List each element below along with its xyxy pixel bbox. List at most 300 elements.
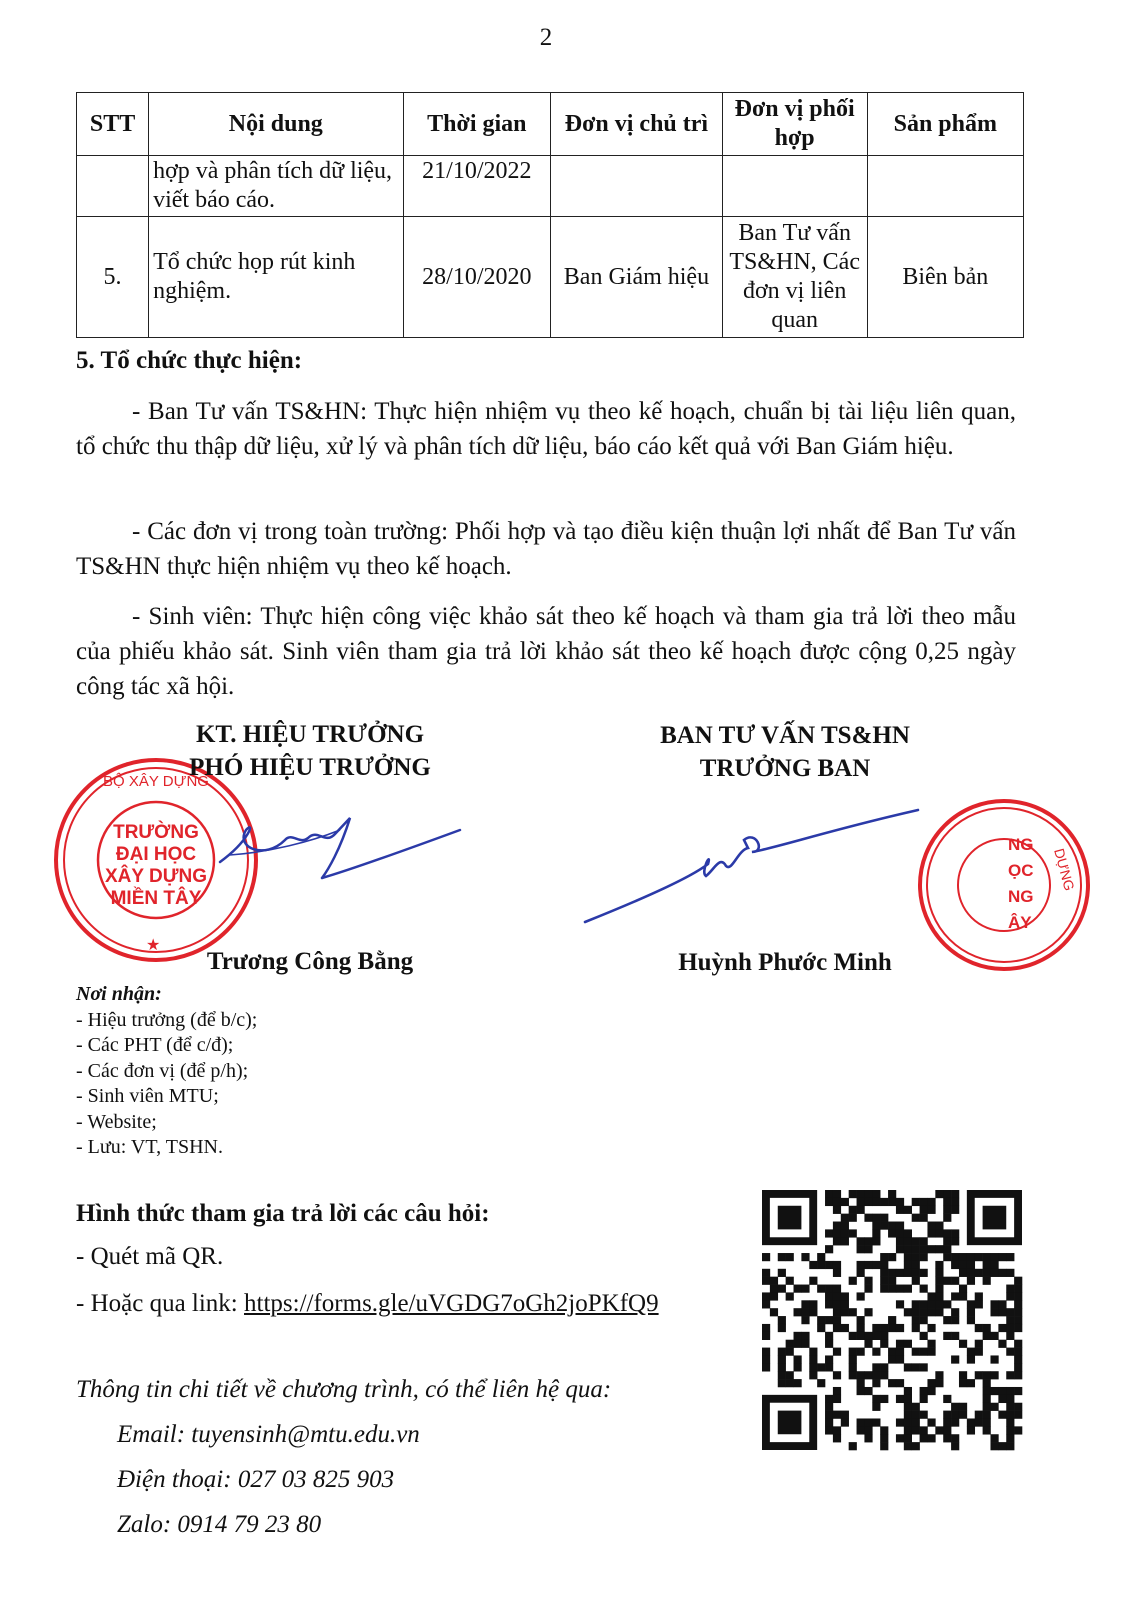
qr-module: [1006, 1442, 1014, 1450]
qr-module: [920, 1300, 928, 1308]
qr-module: [896, 1285, 904, 1293]
qr-module: [864, 1308, 872, 1316]
qr-module: [888, 1324, 896, 1332]
qr-module: [762, 1269, 770, 1277]
qr-module: [983, 1411, 991, 1419]
qr-module: [872, 1198, 880, 1206]
qr-module: [927, 1308, 935, 1316]
qr-module: [920, 1285, 928, 1293]
recipient-item: - Các PHT (để c/đ);: [76, 1034, 234, 1056]
qr-module: [849, 1348, 857, 1356]
qr-module: [904, 1308, 912, 1316]
qr-module: [990, 1261, 998, 1269]
left-signer-name: Trương Công Bằng: [206, 948, 414, 975]
qr-module: [849, 1308, 857, 1316]
qr-module: [825, 1418, 833, 1426]
qr-module: [833, 1371, 841, 1379]
qr-module: [888, 1269, 896, 1277]
qr-module: [975, 1300, 983, 1308]
qr-module: [935, 1245, 943, 1253]
recipient-item: - Lưu: VT, TSHN.: [76, 1136, 223, 1158]
qr-module: [904, 1403, 912, 1411]
recipient-item: - Các đơn vị (để p/h);: [76, 1059, 249, 1082]
qr-module: [762, 1363, 770, 1371]
cell-coop-unit: Ban Tư vấn TS&HN, Các đơn vị liên quan: [722, 217, 867, 338]
cell-content: Tổ chức họp rút kinh nghiệm.: [149, 217, 403, 338]
qr-module: [983, 1418, 991, 1426]
qr-module: [864, 1371, 872, 1379]
qr-module: [864, 1198, 872, 1206]
qr-module: [927, 1434, 935, 1442]
qr-module: [770, 1285, 778, 1293]
qr-module: [975, 1418, 983, 1426]
qr-module: [872, 1403, 880, 1411]
qr-module: [872, 1261, 880, 1269]
qr-module: [786, 1253, 794, 1261]
recipients-title: Nơi nhận:: [76, 983, 162, 1005]
qr-module: [951, 1292, 959, 1300]
qr-module: [778, 1253, 786, 1261]
qr-module: [857, 1426, 865, 1434]
qr-module: [841, 1308, 849, 1316]
qr-module: [912, 1214, 920, 1222]
qr-module: [880, 1363, 888, 1371]
qr-module: [998, 1411, 1006, 1419]
qr-module: [1014, 1292, 1022, 1300]
right-signature-line2: TRƯỞNG BAN: [699, 755, 871, 782]
qr-module: [920, 1245, 928, 1253]
qr-module: [825, 1261, 833, 1269]
qr-module: [833, 1426, 841, 1434]
qr-module: [864, 1190, 872, 1198]
qr-module: [998, 1340, 1006, 1348]
cell-content: hợp và phân tích dữ liệu, viết báo cáo.: [149, 156, 403, 217]
qr-module: [951, 1277, 959, 1285]
qr-module: [967, 1348, 975, 1356]
qr-module: [880, 1222, 888, 1230]
qr-module: [1006, 1253, 1014, 1261]
qr-module: [896, 1300, 904, 1308]
qr-module: [1014, 1426, 1022, 1434]
qr-module: [983, 1261, 991, 1269]
paragraph-units: - Các đơn vị trong toàn trường: Phối hợp và tạo điều kiện thuận lợi nhất để Ban Tư vấn TS&HN thực hiện nhiệm vụ theo kế hoạch.: [76, 518, 1016, 580]
qr-module: [920, 1332, 928, 1340]
qr-module: [825, 1363, 833, 1371]
qr-module: [912, 1269, 920, 1277]
qr-module: [833, 1308, 841, 1316]
qr-module: [880, 1395, 888, 1403]
qr-module: [762, 1348, 770, 1356]
qr-module: [912, 1403, 920, 1411]
qr-module: [817, 1261, 825, 1269]
qr-module: [967, 1300, 975, 1308]
section-title: 5. Tổ chức thực hiện:: [76, 347, 303, 374]
qr-module: [951, 1206, 959, 1214]
stamp-ring-text: BỘ XÂY DỰNG: [103, 773, 209, 790]
qr-module: [841, 1229, 849, 1237]
qr-module: [857, 1292, 865, 1300]
qr-module: [904, 1229, 912, 1237]
qr-module: [880, 1434, 888, 1442]
contact-intro: Thông tin chi tiết về chương trình, có thể liên hệ qua:: [76, 1376, 612, 1403]
stamp-fragment: NG: [1008, 887, 1034, 906]
qr-module: [833, 1348, 841, 1356]
qr-module: [880, 1269, 888, 1277]
qr-module: [912, 1348, 920, 1356]
qr-module: [833, 1434, 841, 1442]
qr-module: [849, 1442, 857, 1450]
qr-module: [967, 1261, 975, 1269]
qr-module: [990, 1442, 998, 1450]
qr-module: [1006, 1418, 1014, 1426]
qr-module: [935, 1190, 943, 1198]
header-product: Sản phẩm: [867, 93, 1023, 156]
qr-module: [927, 1418, 935, 1426]
qr-module: [825, 1316, 833, 1324]
qr-module: [833, 1190, 841, 1198]
qr-module: [864, 1285, 872, 1293]
qr-module: [912, 1426, 920, 1434]
qr-module: [896, 1324, 904, 1332]
qr-module: [864, 1245, 872, 1253]
qr-module: [927, 1206, 935, 1214]
qr-module: [896, 1198, 904, 1206]
qr-module: [825, 1411, 833, 1419]
qr-module: [990, 1269, 998, 1277]
qr-module: [770, 1308, 778, 1316]
qr-module: [841, 1324, 849, 1332]
qr-module: [1006, 1387, 1014, 1395]
qr-module: [1014, 1371, 1022, 1379]
qr-module: [888, 1190, 896, 1198]
qr-module: [872, 1379, 880, 1387]
qr-module: [951, 1434, 959, 1442]
qr-module: [990, 1253, 998, 1261]
qr-module: [927, 1245, 935, 1253]
cell-time: 21/10/2022: [403, 156, 551, 217]
qr-module: [943, 1277, 951, 1285]
qr-module: [896, 1237, 904, 1245]
qr-module: [770, 1277, 778, 1285]
qr-module: [801, 1340, 809, 1348]
qr-module: [896, 1348, 904, 1356]
qr-module: [935, 1277, 943, 1285]
qr-module: [920, 1387, 928, 1395]
qr-module: [841, 1292, 849, 1300]
qr-module: [786, 1379, 794, 1387]
qr-module: [990, 1308, 998, 1316]
qr-module: [983, 1395, 991, 1403]
qr-module: [943, 1229, 951, 1237]
qr-module: [857, 1348, 865, 1356]
survey-link[interactable]: https://forms.gle/uVGDG7oGh2joPKfQ9: [244, 1290, 659, 1317]
qr-module: [998, 1300, 1006, 1308]
qr-module: [864, 1237, 872, 1245]
right-signature-line1: BAN TƯ VẤN TS&HN: [660, 722, 910, 749]
contact-zalo: Zalo: 0914 79 23 80: [117, 1511, 322, 1538]
qr-module: [817, 1253, 825, 1261]
qr-module: [880, 1371, 888, 1379]
qr-module: [896, 1418, 904, 1426]
qr-module: [762, 1332, 770, 1340]
qr-module: [849, 1371, 857, 1379]
table-row: [77, 156, 1024, 217]
qr-module: [857, 1237, 865, 1245]
qr-module: [912, 1198, 920, 1206]
qr-module: [833, 1292, 841, 1300]
qr-module: [833, 1269, 841, 1277]
paragraph-students: - Sinh viên: Thực hiện công việc khảo sát theo kế hoạch và tham gia trả lời theo mẫu của phiếu khảo sát. Sinh viên tham gia trả lời khảo sát theo kế hoạch được cộng 0,25 ngày công tác xã hội.: [76, 603, 1016, 700]
stamp-line-1: TRƯỜNG: [113, 822, 199, 843]
qr-module: [864, 1261, 872, 1269]
qr-module: [817, 1285, 825, 1293]
qr-module: [912, 1324, 920, 1332]
qr-module: [920, 1316, 928, 1324]
qr-module: [849, 1214, 857, 1222]
qr-module: [967, 1277, 975, 1285]
qr-module: [857, 1269, 865, 1277]
qr-module: [935, 1269, 943, 1277]
qr-module: [872, 1214, 880, 1222]
cell-stt: [77, 156, 149, 217]
qr-module: [841, 1300, 849, 1308]
cell-lead-unit: [551, 156, 723, 217]
qr-module: [825, 1245, 833, 1253]
qr-module: [904, 1363, 912, 1371]
qr-module: [1014, 1277, 1022, 1285]
qr-module: [786, 1292, 794, 1300]
qr-module: [833, 1222, 841, 1230]
qr-module: [998, 1387, 1006, 1395]
qr-module: [809, 1348, 817, 1356]
qr-module: [920, 1426, 928, 1434]
qr-module: [951, 1190, 959, 1198]
qr-module: [801, 1332, 809, 1340]
qr-module: [833, 1316, 841, 1324]
qr-module: [927, 1222, 935, 1230]
left-signature-line2: PHÓ HIỆU TRƯỞNG: [189, 754, 431, 781]
qr-module: [904, 1387, 912, 1395]
qr-module: [841, 1418, 849, 1426]
qr-module: [1014, 1300, 1022, 1308]
qr-module: [920, 1308, 928, 1316]
qr-module: [920, 1269, 928, 1277]
qr-module: [904, 1261, 912, 1269]
qr-module: [794, 1355, 802, 1363]
right-signer-name: Huỳnh Phước Minh: [678, 949, 892, 976]
qr-module: [880, 1340, 888, 1348]
qr-module: [943, 1316, 951, 1324]
qr-module: [959, 1379, 967, 1387]
plan-table: [76, 92, 1024, 338]
qr-module: [1014, 1340, 1022, 1348]
qr-module: [1006, 1285, 1014, 1293]
qr-module: [864, 1340, 872, 1348]
qr-module: [888, 1198, 896, 1206]
qr-module: [833, 1198, 841, 1206]
qr-module: [833, 1411, 841, 1419]
qr-module: [864, 1277, 872, 1285]
header-coop-unit: Đơn vị phối hợp: [722, 93, 867, 156]
qr-module: [927, 1300, 935, 1308]
qr-module: [825, 1355, 833, 1363]
qr-module: [975, 1253, 983, 1261]
qr-module: [904, 1269, 912, 1277]
qr-module: [983, 1379, 991, 1387]
qr-module: [896, 1269, 904, 1277]
qr-module: [943, 1395, 951, 1403]
qr-module: [809, 1371, 817, 1379]
qr-module: [1006, 1371, 1014, 1379]
qr-module: [1006, 1269, 1014, 1277]
qr-module: [927, 1324, 935, 1332]
qr-module: [967, 1426, 975, 1434]
cell-product: Biên bản: [867, 217, 1023, 338]
qr-module: [872, 1363, 880, 1371]
qr-module: [951, 1253, 959, 1261]
qr-module: [864, 1418, 872, 1426]
qr-module: [794, 1363, 802, 1371]
qr-module: [1006, 1324, 1014, 1332]
qr-module: [778, 1371, 786, 1379]
participation-title: Hình thức tham gia trả lời các câu hỏi:: [76, 1200, 490, 1227]
qr-module: [872, 1190, 880, 1198]
qr-module: [975, 1411, 983, 1419]
qr-module: [943, 1411, 951, 1419]
qr-module: [959, 1340, 967, 1348]
qr-module: [762, 1253, 770, 1261]
qr-module: [912, 1253, 920, 1261]
qr-module: [904, 1340, 912, 1348]
qr-module: [872, 1348, 880, 1356]
qr-module: [1006, 1332, 1014, 1340]
qr-module: [935, 1379, 943, 1387]
qr-module: [888, 1348, 896, 1356]
qr-module: [896, 1379, 904, 1387]
qr-module: [967, 1253, 975, 1261]
qr-module: [857, 1418, 865, 1426]
qr-module: [967, 1379, 975, 1387]
qr-module: [1006, 1434, 1014, 1442]
qr-module: [951, 1332, 959, 1340]
qr-module: [967, 1316, 975, 1324]
qr-module: [778, 1355, 786, 1363]
qr-module: [927, 1292, 935, 1300]
qr-module: [943, 1418, 951, 1426]
qr-module: [888, 1277, 896, 1285]
qr-module: [943, 1253, 951, 1261]
qr-module: [983, 1403, 991, 1411]
qr-module: [927, 1198, 935, 1206]
qr-module: [904, 1434, 912, 1442]
qr-module: [762, 1277, 770, 1285]
qr-module: [1006, 1395, 1014, 1403]
qr-module: [935, 1261, 943, 1269]
qr-module: [1014, 1348, 1022, 1356]
qr-module: [857, 1379, 865, 1387]
qr-module: [825, 1190, 833, 1198]
qr-module: [880, 1214, 888, 1222]
stamp-fragment: ÂY: [1008, 913, 1032, 932]
qr-module: [872, 1229, 880, 1237]
qr-module: [786, 1277, 794, 1285]
qr-module: [990, 1371, 998, 1379]
qr-module: [990, 1332, 998, 1340]
qr-module: [896, 1355, 904, 1363]
qr-module: [983, 1253, 991, 1261]
qr-module: [841, 1222, 849, 1230]
qr-module: [825, 1229, 833, 1237]
qr-module: [833, 1229, 841, 1237]
qr-module: [849, 1332, 857, 1340]
qr-module: [880, 1198, 888, 1206]
qr-module: [864, 1214, 872, 1222]
qr-module: [864, 1387, 872, 1395]
qr-module: [841, 1237, 849, 1245]
qr-module: [857, 1261, 865, 1269]
qr-module: [778, 1285, 786, 1293]
qr-module: [1006, 1348, 1014, 1356]
qr-module: [801, 1308, 809, 1316]
qr-module: [801, 1253, 809, 1261]
qr-module: [1014, 1316, 1022, 1324]
qr-module: [872, 1237, 880, 1245]
qr-module: [983, 1324, 991, 1332]
qr-module: [1014, 1324, 1022, 1332]
cell-product: [867, 156, 1023, 217]
qr-module: [849, 1355, 857, 1363]
stamp-fragment: DỰNG: [1051, 846, 1078, 893]
left-signature-mark: [210, 800, 470, 890]
qr-module: [880, 1277, 888, 1285]
qr-module: [778, 1363, 786, 1371]
qr-module: [990, 1387, 998, 1395]
qr-module: [817, 1324, 825, 1332]
qr-module: [801, 1300, 809, 1308]
qr-module: [857, 1316, 865, 1324]
qr-module: [951, 1316, 959, 1324]
link-prefix: - Hoặc qua link:: [76, 1290, 245, 1317]
qr-module: [935, 1292, 943, 1300]
qr-module: [912, 1245, 920, 1253]
qr-module: [912, 1316, 920, 1324]
qr-module: [943, 1198, 951, 1206]
qr-module: [857, 1190, 865, 1198]
qr-module: [786, 1371, 794, 1379]
qr-module: [959, 1269, 967, 1277]
qr-module: [778, 1348, 786, 1356]
qr-module: [920, 1253, 928, 1261]
stamp-fragment: NG: [1008, 835, 1034, 854]
qr-module: [959, 1371, 967, 1379]
qr-module: [794, 1379, 802, 1387]
page-number: 2: [539, 24, 553, 51]
qr-module: [935, 1426, 943, 1434]
qr-module: [904, 1442, 912, 1450]
qr-module: [794, 1340, 802, 1348]
qr-module: [912, 1237, 920, 1245]
qr-module: [1014, 1308, 1022, 1316]
stamp-line-3: XÂY DỰNG: [105, 866, 207, 887]
qr-module: [943, 1237, 951, 1245]
right-signature-title: [620, 719, 950, 785]
qr-module: [864, 1434, 872, 1442]
qr-module: [841, 1214, 849, 1222]
qr-module: [896, 1222, 904, 1230]
qr-module: [904, 1411, 912, 1419]
qr-module: [872, 1418, 880, 1426]
qr-module: [896, 1395, 904, 1403]
